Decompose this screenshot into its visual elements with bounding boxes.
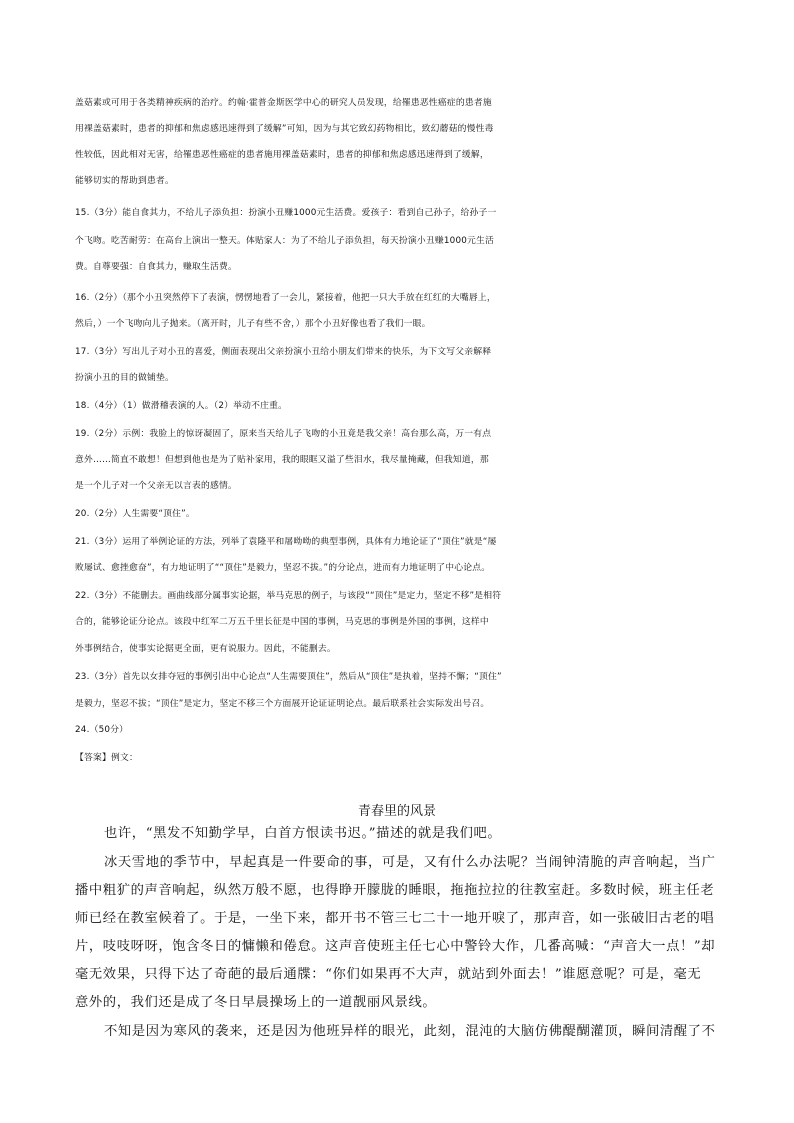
answer-line: 19.（2分）示例：我脸上的惊讶凝固了，原来当天给儿子飞吻的小丑竟是我父亲！高台那么高，万一有点 [75,429,492,439]
answer-line: 20.（2分）人生需要“顶住”。 [75,509,195,519]
answer-line: 然后，）一个飞吻向儿子抛来。（离开时，儿子有些不舍，）那个小丑好像也看了我们一眼。 [75,319,431,329]
answer-line: 15.（3分）能自食其力，不给儿子添负担：扮演小丑赚1000元生活费。爱孩子：看到自己孙子，给孙子一 [75,208,497,218]
answer-line: 个飞吻。吃苦耐劳：在高台上演出一整天。体贴家人：为了不给儿子添负担，每天扮演小丑赚1000元生活 [75,236,495,246]
answer-line: 合的，能够论证分论点。该段中红军二万五千里长征是中国的事例，马克思的事例是外国的事例，这样中 [75,617,489,627]
essay-line: 冰天雪地的季节中，早起真是一件要命的事，可是，又有什么办法呢？当闹钟清脆的声音响起，当广 [104,855,716,870]
answer-line: 23.（3分）首先以女排夺冠的事例引出中心论点“人生需要顶住”，然后从“顶住”是执着，坚持不懈；“顶住” [75,672,502,682]
answer-line: 16.（2分）（那个小丑突然停下了表演，愣愣地看了一会儿，紧接着，他把一只大手放在红红的大嘴唇上， [75,293,496,303]
answer-line: 17.（3分）写出儿子对小丑的喜爱，侧面表现出父亲扮演小丑给小朋友们带来的快乐，为下文写父亲解释 [75,347,492,357]
essay-line: 不知是因为寒风的袭来，还是因为他班异样的眼光，此刻，混沌的大脑仿佛醍醐灌顶，瞬间清醒了不 [104,1024,716,1039]
answer-line: 盖菇素或可用于各类精神疾病的治疗。约翰·霍普金斯医学中心的研究人员发现，给罹患恶性癌症的患者施 [75,98,492,108]
answer-line: 是毅力，坚忍不拔；“顶住”是定力，坚定不移三个方面展开论证证明论点。最后联系社会实际发出号召。 [75,699,490,709]
answer-line: 费。自尊要强：自食其力，赚取生活费。 [75,262,237,272]
essay-line: 播中粗犷的声音响起，纵然万般不愿，也得睁开朦胧的睡眼，拖拖拉拉的往教室赶。多数时候，班主任老 [75,883,715,898]
answer-label: 【答案】例文： [75,753,138,763]
answer-line: 外事例结合，使事实论据更全面，更有说服力。因此，不能删去。 [75,644,336,654]
essay-line: 毫无效果，只得下达了奇葩的最后通牒：“你们如果再不大声，就站到外面去！”谁愿意呢？可是，毫无 [75,967,702,982]
answer-line: 18.（4分）（1）做滑稽表演的人。（2）举动不庄重。 [75,401,288,411]
answer-line: 24.（50分） [75,725,129,735]
answer-line: 意外……简直不敢想！但想到他也是为了贴补家用，我的眼眶又溢了些泪水，我尽量掩藏，但我知道，那 [75,455,489,465]
answer-line: 是一个儿子对一个父亲无以言表的感情。 [75,481,237,491]
essay-line: 意外的，我们还是成了冬日早晨操场上的一道靓丽风景线。 [75,995,437,1010]
answer-line: 性较低，因此相对无害，给罹患恶性癌症的患者施用裸盖菇素时，患者的抑郁和焦虑感迅速得到了缓解， [75,150,489,160]
answer-line: 能够切实的帮助到患者。 [75,176,174,186]
essay-line: 也许，“黑发不知勤学早，白首方恨读书迟。”描述的就是我们吧。 [104,826,502,841]
answer-line: 用裸盖菇素时，患者的抑郁和焦虑感迅速得到了缓解”可知，因为与其它致幻药物相比，致幻蘑菇的慢性毒 [75,124,494,134]
answer-line: 22.（3分）不能删去。画曲线部分属事实论据，举马克思的例子，与该段““顶住”是定力，坚定不移”是相符 [75,591,502,601]
answer-line: 21.（3分）运用了举例论证的方法，列举了袁隆平和屠呦呦的典型事例，具体有力地论证了“顶住”就是“屡 [75,537,497,547]
essay-line: 片，吱吱呀呀，饱含冬日的慵懒和倦怠。这声音使班主任七心中警铃大作，几番高喊：“声音大一点！”却 [75,939,716,954]
essay-title: 青春里的风景 [357,804,436,819]
answer-line: 扮演小丑的目的做铺垫。 [75,373,174,383]
answer-line: 败屡试、愈挫愈奋”，有力地证明了““顶住”是毅力，坚忍不拔。”的分论点，进而有力地证明了中心论点。 [75,563,491,573]
essay-line: 师已经在教室候着了。于是，一坐下来，都开书不管三七二十一地开唳了，那声音，如一张破旧古老的唱 [75,911,715,926]
